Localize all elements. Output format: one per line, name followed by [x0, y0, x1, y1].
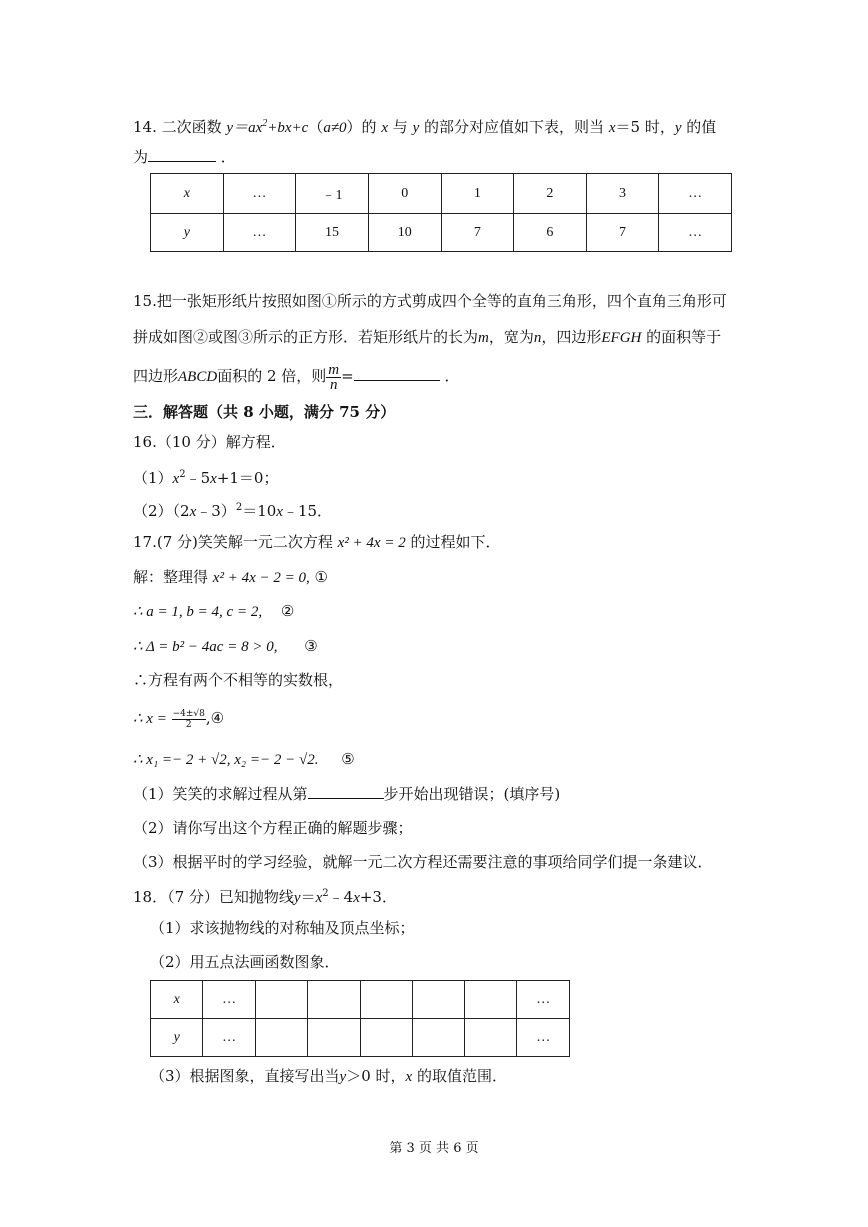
q14-cell: … — [223, 214, 296, 252]
q17-step6: ∴ x₁ =− 2 + √2, x₂ =− 2 − √2. ⑤ — [133, 750, 355, 768]
q14-line2: 为 ． — [133, 148, 236, 166]
q14-cell: 3 — [586, 174, 659, 214]
q18-cell[interactable] — [360, 1019, 412, 1057]
q18-cell[interactable] — [308, 981, 360, 1019]
q17-part3: （3）根据平时的学习经验，就解一元二次方程还需要注意的事项给同学们提一条建议． — [133, 853, 713, 871]
page-footer: 第 3 页 共 6 页 — [389, 1141, 479, 1156]
q17-step3: ∴ Δ = b² − 4ac = 8 > 0, ③ — [133, 637, 318, 655]
q18-cell: … — [203, 1019, 256, 1057]
q18-table-row-x — [151, 981, 570, 1019]
q18-cell: y — [151, 1019, 203, 1057]
q17-part1: （1）笑笑的求解过程从第 步开始出现错误；(填序号) — [133, 785, 561, 803]
q14-cell: 10 — [368, 214, 441, 252]
q15-line3: 四边形ABCD面积的 2 倍，则 $\frac{m}{n}$ = ． — [133, 361, 460, 393]
q15-line1: 15.把一张矩形纸片按照如图①所示的方式剪成四个全等的直角三角形，四个直角三角形可 — [133, 292, 727, 310]
q18-cell: … — [517, 981, 570, 1019]
q17-title: 17.(7 分)笑笑解一元二次方程 x² + 4x = 2 的过程如下． — [133, 533, 501, 551]
q18-cell[interactable] — [308, 1019, 360, 1057]
q16-part1: $(1)x^2﹣5x+1=0$； — [133, 469, 279, 487]
q18-table-row-y — [151, 1019, 570, 1057]
q18-cell[interactable] — [255, 1019, 307, 1057]
q14-cell: 6 — [514, 214, 587, 252]
q14-table-row-x — [151, 174, 732, 214]
q14-line1: 14. 二次函数 $y=ax^2+bx+c(a\ne 0)$的 x 与 y 的部分对应值如下表，则当 x＝5 时，y 的值 — [133, 118, 717, 136]
q17-part2: （2）请你写出这个方程正确的解题步骤； — [133, 819, 413, 837]
q14-cell: … — [659, 214, 732, 252]
q14-cell: x — [151, 174, 224, 214]
q14-cell: … — [659, 174, 732, 214]
q16-title: 16.（10 分）解方程． — [133, 433, 286, 451]
q18-cell[interactable] — [360, 981, 412, 1019]
q16-part2: （2）（2x﹣3）$^2$＝10x﹣15． — [133, 502, 333, 520]
q18-part1: （1）求该抛物线的对称轴及顶点坐标； — [150, 919, 415, 937]
q14-function-expr: $y=ax^2+bx+c$ — [226, 118, 309, 136]
q14-cell: 7 — [441, 214, 514, 252]
q15-fraction: $\frac{m}{n}$ — [328, 361, 340, 393]
q14-cell: … — [223, 174, 296, 214]
q18-cell[interactable] — [412, 1019, 464, 1057]
q18-part2: （2）用五点法画函数图象． — [150, 953, 340, 971]
q18-title: 18．（7 分）已知抛物线$y=x^2﹣4x+3$． — [133, 888, 397, 906]
q15-line2: 拼成如图②或图③所示的正方形．若矩形纸片的长为m，宽为n，四边形EFGH 的面积等于 — [133, 328, 722, 346]
q18-cell[interactable] — [255, 981, 307, 1019]
q15-answer-blank[interactable] — [354, 366, 440, 381]
q17-answer-blank[interactable] — [308, 784, 384, 799]
q18-cell: … — [203, 981, 256, 1019]
q18-cell: x — [151, 981, 203, 1019]
q14-cell: 1 — [441, 174, 514, 214]
q14-table-row-y — [151, 214, 732, 252]
section3-title: 三．解答题（共 8 小题，满分 75 分） — [133, 403, 396, 421]
q14-cell: 15 — [296, 214, 369, 252]
q14-table — [150, 173, 732, 252]
q17-step1: 解：整理得 x² + 4x − 2 = 0, ① — [133, 568, 328, 586]
q18-table — [150, 980, 570, 1057]
q18-part3: （3）根据图象，直接写出当y＞0 时，x 的取值范围． — [150, 1067, 507, 1085]
q17-step2: ∴ a = 1, b = 4, c = 2, ② — [133, 602, 295, 620]
q18-cell[interactable] — [412, 981, 464, 1019]
q17-step5: ∴ x = $\frac{-4\pm√8}{2}$ ,④ — [133, 708, 225, 730]
q14-cell: y — [151, 214, 224, 252]
q14-cell: 2 — [514, 174, 587, 214]
q17-root-fraction: $\frac{-4\pm√8}{2}$ — [172, 708, 205, 730]
q17-step4: ∴方程有两个不相等的实数根， — [133, 671, 344, 689]
q14-answer-blank[interactable] — [148, 147, 216, 162]
q18-cell[interactable] — [465, 1019, 517, 1057]
q14-cell: ﹣1 — [296, 174, 369, 214]
q14-cell: 0 — [368, 174, 441, 214]
q18-cell[interactable] — [465, 981, 517, 1019]
q14-cell: 7 — [586, 214, 659, 252]
q18-cell: … — [517, 1019, 570, 1057]
